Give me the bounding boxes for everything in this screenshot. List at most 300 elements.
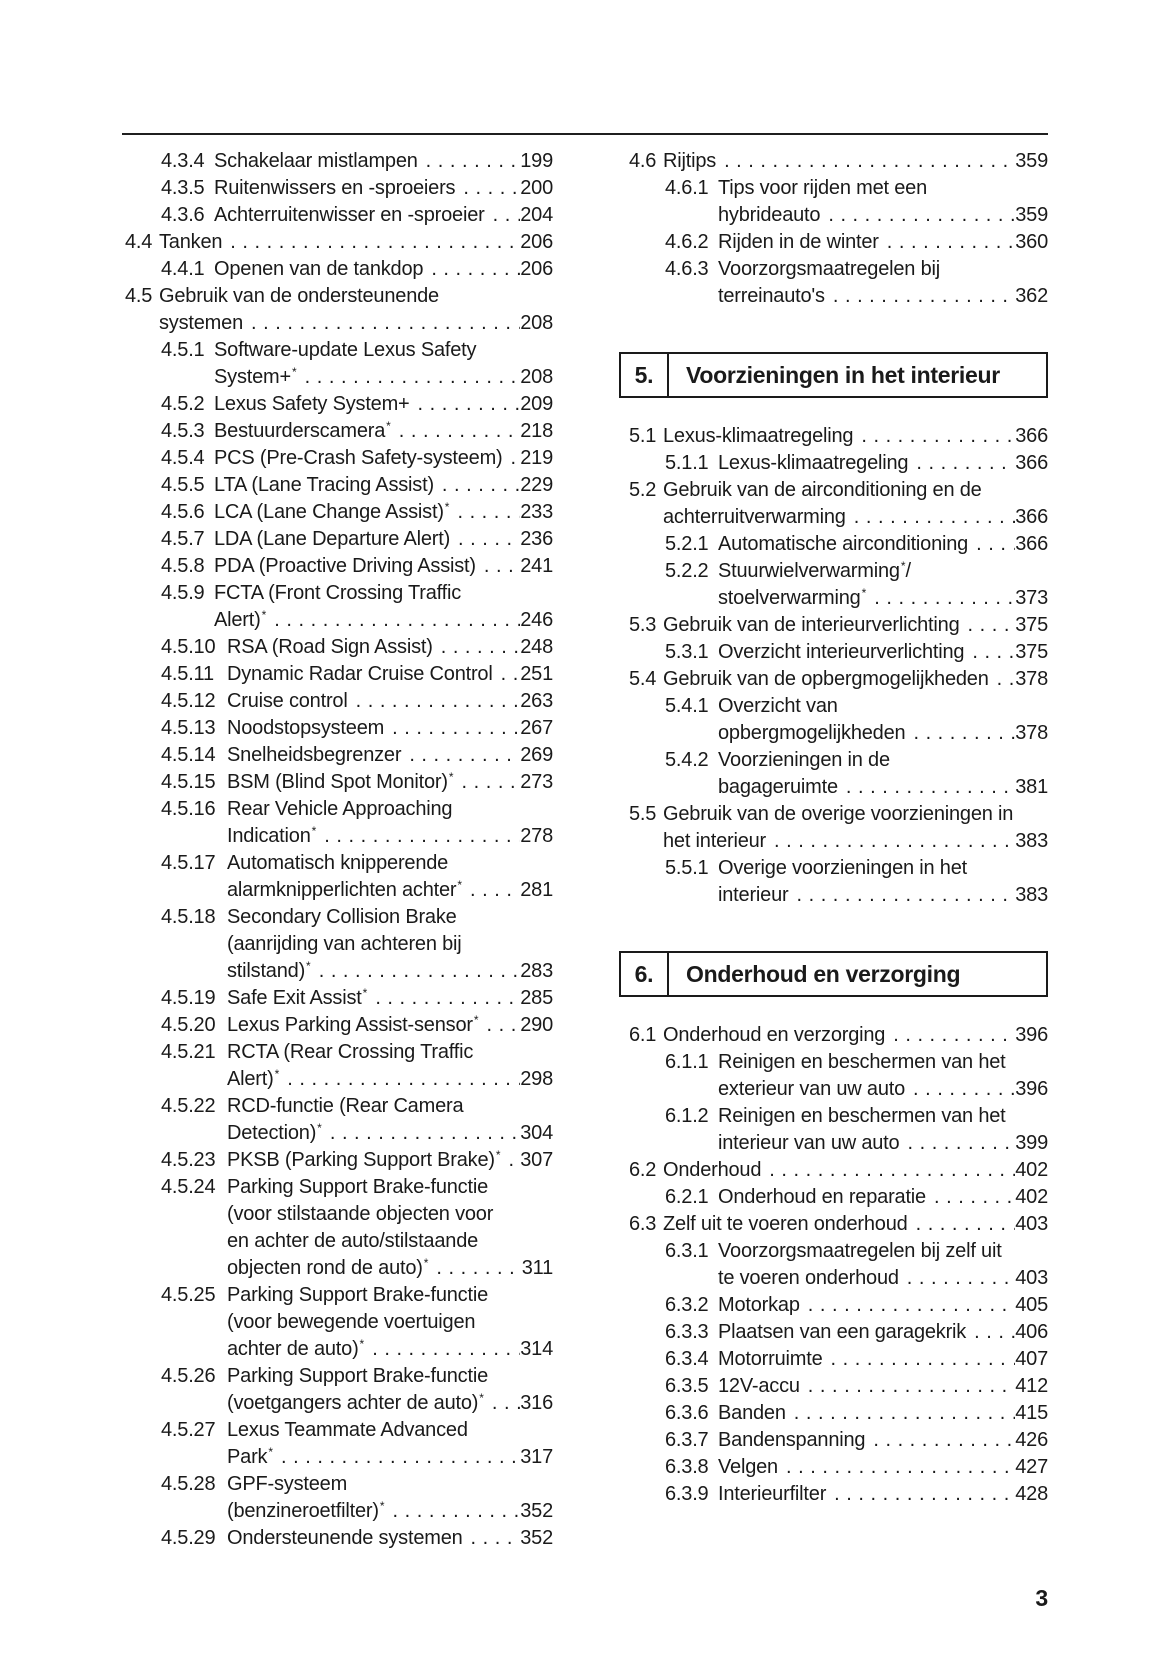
entry-page-number: 405 <box>1015 1294 1048 1316</box>
toc-entry-line <box>629 477 1048 504</box>
toc-entry[interactable] <box>629 1319 1048 1346</box>
entry-number: 5.5.1 <box>665 857 709 879</box>
dot-leader <box>423 256 520 283</box>
toc-entry[interactable] <box>125 229 553 256</box>
asterisk-marker: * <box>457 878 463 892</box>
entry-number: 6.3.2 <box>665 1294 709 1316</box>
toc-entry-line <box>629 747 1048 774</box>
toc-entry[interactable] <box>629 855 1048 909</box>
toc-entry-line <box>629 720 1048 747</box>
dot-leader <box>866 585 1015 612</box>
entry-title-line: (voor bewegende voertuigen <box>227 1311 476 1333</box>
toc-entry-line <box>125 1228 553 1255</box>
toc-entry[interactable] <box>125 850 553 904</box>
entry-title-line: stoelverwarming* <box>718 586 867 609</box>
toc-entry-line <box>125 229 553 256</box>
dot-leader <box>800 1373 1015 1400</box>
asterisk-marker: * <box>274 1067 280 1081</box>
toc-entry[interactable] <box>629 1346 1048 1373</box>
toc-entry[interactable] <box>125 499 553 526</box>
entry-title-line: Schakelaar mistlampen <box>214 150 418 172</box>
entry-page-number: 366 <box>1015 506 1048 528</box>
entry-number: 4.5.22 <box>161 1095 216 1117</box>
toc-entry[interactable] <box>125 472 553 499</box>
dot-leader <box>410 391 521 418</box>
toc-entry[interactable] <box>629 531 1048 558</box>
dot-leader <box>454 769 521 796</box>
entry-title-line: Zelf uit te voeren onderhoud <box>663 1213 908 1235</box>
toc-entry[interactable] <box>125 1363 553 1417</box>
entry-title-line: opbergmogelijkheden <box>718 722 906 744</box>
entry-title-line: Alert)* <box>227 1067 280 1090</box>
toc-entry-line <box>629 1481 1048 1508</box>
toc-entry[interactable] <box>629 477 1048 531</box>
entry-title-line: hybrideauto <box>718 204 821 226</box>
entry-title-line: Voorzieningen in de <box>718 749 890 771</box>
entry-title-line: Detection)* <box>227 1121 322 1144</box>
asterisk-marker: * <box>311 824 317 838</box>
entry-page-number: 304 <box>520 1122 553 1144</box>
entry-page-number: 233 <box>520 501 553 523</box>
toc-entry[interactable] <box>125 1417 553 1471</box>
toc-entry-line <box>629 423 1048 450</box>
toc-entry[interactable] <box>125 283 553 337</box>
dot-leader <box>434 472 520 499</box>
toc-entry[interactable] <box>125 796 553 850</box>
toc-entry-line <box>629 148 1048 175</box>
dot-leader <box>418 148 521 175</box>
entry-number: 4.6 <box>629 150 657 172</box>
dot-leader <box>778 1454 1015 1481</box>
toc-entry[interactable] <box>629 558 1048 612</box>
entry-title-line: Overige voorzieningen in het <box>718 857 967 879</box>
dot-leader <box>322 1120 520 1147</box>
entry-page-number: 317 <box>520 1446 553 1468</box>
entry-page-number: 360 <box>1015 231 1048 253</box>
entry-title-line: Ondersteunende systemen <box>227 1527 463 1549</box>
toc-entry-line <box>125 499 553 526</box>
entry-title-line: Lexus Teammate Advanced <box>227 1419 468 1441</box>
toc-entry[interactable] <box>629 1454 1048 1481</box>
entry-page-number: 375 <box>1015 641 1048 663</box>
entry-page-number: 383 <box>1015 830 1048 852</box>
toc-entry-line <box>125 661 553 688</box>
toc-entry[interactable] <box>125 1093 553 1147</box>
entry-number: 4.5.4 <box>161 447 205 469</box>
toc-entry[interactable] <box>125 769 553 796</box>
toc-entry[interactable] <box>629 256 1048 310</box>
entry-number: 5.1.1 <box>665 452 709 474</box>
entry-page-number: 285 <box>520 987 553 1009</box>
entry-title-line: GPF-systeem <box>227 1473 348 1495</box>
toc-entry-line <box>629 612 1048 639</box>
entry-title-line: Automatisch knipperende <box>227 852 449 874</box>
toc-entry-line <box>629 1319 1048 1346</box>
dot-leader <box>966 1319 1015 1346</box>
entry-number: 4.5.25 <box>161 1284 216 1306</box>
toc-entry-line <box>125 985 553 1012</box>
dot-leader <box>853 423 1015 450</box>
toc-entry-line <box>125 580 553 607</box>
toc-entry[interactable] <box>629 666 1048 693</box>
toc-entry-line <box>125 877 553 904</box>
entry-number: 6.1 <box>629 1024 657 1046</box>
dot-leader <box>786 1400 1015 1427</box>
toc-entry[interactable] <box>629 1157 1048 1184</box>
entry-title-line: Onderhoud <box>663 1159 762 1181</box>
entry-page-number: 209 <box>520 393 553 415</box>
toc-entry[interactable] <box>125 391 553 418</box>
entry-page-number: 208 <box>520 366 553 388</box>
toc-entry-line <box>125 958 553 985</box>
toc-entry-line <box>629 1022 1048 1049</box>
toc-entry[interactable] <box>125 175 553 202</box>
toc-entry[interactable] <box>125 1147 553 1174</box>
section-title: Onderhoud en verzorging <box>686 961 961 987</box>
toc-entry-line <box>125 715 553 742</box>
dot-leader <box>885 1022 1015 1049</box>
entry-page-number: 206 <box>520 231 553 253</box>
entry-title-line: 12V-accu <box>718 1375 800 1397</box>
dot-leader <box>926 1184 1015 1211</box>
entry-number: 6.2 <box>629 1159 657 1181</box>
entry-page-number: 383 <box>1015 884 1048 906</box>
toc-entry[interactable] <box>629 801 1048 855</box>
entry-title-line: Tips voor rijden met een <box>718 177 927 199</box>
toc-entry-line <box>125 1093 553 1120</box>
entry-number: 6.1.1 <box>665 1051 709 1073</box>
footer-page-number: 3 <box>1035 1585 1048 1611</box>
toc-entry[interactable] <box>629 1427 1048 1454</box>
toc-entry[interactable] <box>629 148 1048 175</box>
dot-leader <box>428 1255 521 1282</box>
toc-entry[interactable] <box>629 747 1048 801</box>
entry-title-line: Plaatsen van een garagekrik <box>718 1321 967 1343</box>
asterisk-marker: * <box>317 1121 322 1135</box>
toc-entry[interactable] <box>125 742 553 769</box>
toc-entry-line <box>125 1174 553 1201</box>
toc-entry[interactable] <box>629 612 1048 639</box>
dot-leader <box>364 1336 520 1363</box>
entry-number: 4.5.11 <box>161 663 214 685</box>
toc-entry-line <box>125 283 553 310</box>
dot-leader <box>279 1066 520 1093</box>
dot-leader <box>908 450 1015 477</box>
toc-entry-line <box>629 828 1048 855</box>
dot-leader <box>222 229 520 256</box>
toc-entry[interactable] <box>629 639 1048 666</box>
dot-leader <box>485 202 521 229</box>
dot-leader <box>493 661 521 688</box>
entry-number: 4.3.5 <box>161 177 205 199</box>
entry-number: 6.3.8 <box>665 1456 709 1478</box>
toc-entry[interactable] <box>125 256 553 283</box>
toc-entry-line <box>629 774 1048 801</box>
dot-leader <box>899 1265 1015 1292</box>
entry-page-number: 375 <box>1015 614 1048 636</box>
toc-entry[interactable] <box>125 715 553 742</box>
asterisk-marker: * <box>495 1148 501 1162</box>
entry-title-line: (voetgangers achter de auto)* <box>227 1391 484 1414</box>
asterisk-marker: * <box>268 1445 273 1459</box>
dot-leader <box>449 499 520 526</box>
dot-leader <box>905 1076 1015 1103</box>
entry-title-line: Motorruimte <box>718 1348 823 1370</box>
asterisk-marker: * <box>359 1337 365 1351</box>
entry-number: 5.4.2 <box>665 749 709 771</box>
toc-entry[interactable] <box>629 1238 1048 1292</box>
entry-page-number: 402 <box>1015 1186 1048 1208</box>
entry-page-number: 229 <box>520 474 553 496</box>
toc-entry[interactable] <box>125 445 553 472</box>
entry-number: 5.3.1 <box>665 641 709 663</box>
asterisk-marker: * <box>362 986 368 1000</box>
entry-page-number: 307 <box>520 1149 553 1171</box>
entry-page-number: 366 <box>1015 452 1048 474</box>
toc-entry-line <box>629 666 1048 693</box>
toc-entry-line <box>125 1390 553 1417</box>
entry-number: 6.3.3 <box>665 1321 709 1343</box>
dot-leader <box>297 364 521 391</box>
toc-entry[interactable] <box>629 1373 1048 1400</box>
entry-number: 6.3.9 <box>665 1483 709 1505</box>
entry-title-line: Gebruik van de opbergmogelijkheden <box>663 668 989 690</box>
toc-entry-line <box>125 256 553 283</box>
entry-number: 4.5.15 <box>161 771 216 793</box>
entry-page-number: 263 <box>520 690 553 712</box>
entry-title-line: Onderhoud en reparatie <box>718 1186 926 1208</box>
toc-entry[interactable] <box>125 688 553 715</box>
entry-title-line: Velgen <box>718 1456 778 1478</box>
toc-entry[interactable] <box>125 1039 553 1093</box>
entry-page-number: 281 <box>520 879 553 901</box>
toc-entry-line <box>125 823 553 850</box>
entry-number: 4.5.16 <box>161 798 216 820</box>
entry-title-line: Indication* <box>227 824 317 847</box>
dot-leader <box>826 1481 1015 1508</box>
toc-entry-line <box>125 1444 553 1471</box>
toc-entry[interactable] <box>125 1012 553 1039</box>
entry-number: 4.4 <box>125 231 153 253</box>
toc-entry[interactable] <box>125 634 553 661</box>
asterisk-marker: * <box>479 1391 484 1405</box>
dot-leader <box>908 1211 1016 1238</box>
header-rule <box>122 133 1048 135</box>
entry-number: 4.5.26 <box>161 1365 216 1387</box>
entry-page-number: 246 <box>520 609 553 631</box>
toc-entry-line <box>125 850 553 877</box>
toc-entry-line <box>629 1292 1048 1319</box>
toc-entry[interactable] <box>125 202 553 229</box>
toc-entry-line <box>125 796 553 823</box>
toc-entry[interactable] <box>629 1400 1048 1427</box>
toc-entry[interactable] <box>629 693 1048 747</box>
toc-column-right <box>629 148 1048 1508</box>
entry-number: 4.5.23 <box>161 1149 216 1171</box>
toc-entry-line <box>629 1265 1048 1292</box>
entry-page-number: 415 <box>1015 1402 1048 1424</box>
toc-entry[interactable] <box>629 1211 1048 1238</box>
toc-entry-line <box>125 931 553 958</box>
toc-entry[interactable] <box>629 229 1048 256</box>
entry-title-line: Voorzorgsmaatregelen bij <box>718 258 940 280</box>
toc-entry[interactable] <box>125 985 553 1012</box>
toc-entry[interactable] <box>125 1471 553 1525</box>
entry-title-line: LDA (Lane Departure Alert) <box>214 528 451 550</box>
entry-title-line: bagageruimte <box>718 776 838 798</box>
toc-entry[interactable] <box>629 1103 1048 1157</box>
toc-entry[interactable] <box>125 337 553 391</box>
entry-title-line: interieur <box>718 884 789 906</box>
entry-title-line: (benzineroetfilter)* <box>227 1499 385 1522</box>
entry-title-line: interieur van uw auto <box>718 1132 900 1154</box>
entry-title-line: Park* <box>227 1445 273 1468</box>
entry-page-number: 428 <box>1015 1483 1048 1505</box>
entry-number: 5.2.2 <box>665 560 709 582</box>
dot-leader <box>348 688 521 715</box>
entry-title-line: Rijtips <box>663 150 717 172</box>
entry-title-line: Overzicht interieurverlichting <box>718 641 965 663</box>
toc-entry[interactable] <box>125 1525 553 1552</box>
entry-page-number: 208 <box>520 312 553 334</box>
entry-title-line: FCTA (Front Crossing Traffic <box>214 582 462 604</box>
entry-title-line: Automatische airconditioning <box>718 533 969 555</box>
dot-leader <box>800 1292 1015 1319</box>
entry-number: 4.5.5 <box>161 474 205 496</box>
toc-entry[interactable] <box>125 580 553 634</box>
entry-title-line: (voor stilstaande objecten voor <box>227 1203 494 1225</box>
entry-number: 4.5.18 <box>161 906 216 928</box>
entry-page-number: 426 <box>1015 1429 1048 1451</box>
toc-entry[interactable] <box>125 1174 553 1282</box>
dot-leader <box>761 1157 1015 1184</box>
toc-entry-line <box>125 418 553 445</box>
toc-entry-line <box>629 1076 1048 1103</box>
toc-entry[interactable] <box>125 418 553 445</box>
toc-entry[interactable] <box>629 1022 1048 1049</box>
entry-title-line: Rijden in de winter <box>718 231 879 253</box>
entry-page-number: 200 <box>520 177 553 199</box>
dot-leader <box>476 553 520 580</box>
toc-entry-line <box>629 1400 1048 1427</box>
toc-entry-line <box>629 1103 1048 1130</box>
entry-title-line: Onderhoud en verzorging <box>663 1024 886 1046</box>
toc-entry[interactable] <box>629 175 1048 229</box>
dot-leader <box>391 418 520 445</box>
dot-leader <box>367 985 520 1012</box>
entry-page-number: 399 <box>1015 1132 1048 1154</box>
toc-entry[interactable] <box>125 904 553 985</box>
entry-number: 5.2.1 <box>665 533 709 555</box>
entry-page-number: 236 <box>520 528 553 550</box>
entry-title-line: BSM (Blind Spot Monitor)* <box>227 770 454 793</box>
entry-number: 4.5.7 <box>161 528 205 550</box>
toc-entry[interactable] <box>629 1049 1048 1103</box>
entry-number: 4.5.29 <box>161 1527 216 1549</box>
section-title: Voorzieningen in het interieur <box>686 362 1000 388</box>
entry-page-number: 283 <box>520 960 553 982</box>
toc-entry[interactable] <box>629 1184 1048 1211</box>
toc-entry-line <box>629 1373 1048 1400</box>
toc-entry[interactable] <box>629 450 1048 477</box>
toc-entry[interactable] <box>125 1282 553 1363</box>
entry-title-line: achterruitverwarming <box>663 506 846 528</box>
entry-number: 4.5.27 <box>161 1419 216 1441</box>
entry-page-number: 241 <box>520 555 553 577</box>
toc-entry-line <box>125 1201 553 1228</box>
dot-leader <box>385 1498 521 1525</box>
toc-entry[interactable] <box>125 553 553 580</box>
entry-title-line: terreinauto's <box>718 285 825 307</box>
entry-number: 4.5.28 <box>161 1473 216 1495</box>
entry-page-number: 373 <box>1015 587 1048 609</box>
entry-title-line: Parking Support Brake-functie <box>227 1365 489 1387</box>
dot-leader <box>899 1130 1015 1157</box>
entry-number: 5.3 <box>629 614 657 636</box>
toc-entry-line <box>125 607 553 634</box>
entry-page-number: 407 <box>1015 1348 1048 1370</box>
dot-leader <box>484 1390 520 1417</box>
toc-entry-line <box>629 639 1048 666</box>
entry-page-number: 366 <box>1015 425 1048 447</box>
entry-number: 4.5.17 <box>161 852 216 874</box>
dot-leader <box>433 634 521 661</box>
toc-entry[interactable] <box>125 526 553 553</box>
entry-page-number: 359 <box>1015 204 1048 226</box>
entry-number: 6.3.5 <box>665 1375 709 1397</box>
entry-title-line: LCA (Lane Change Assist)* <box>214 500 450 523</box>
entry-title-line: Overzicht van <box>718 695 838 717</box>
toc-entry-line <box>629 801 1048 828</box>
toc-entry[interactable] <box>125 661 553 688</box>
toc-entry[interactable] <box>125 148 553 175</box>
toc-entry-line <box>629 558 1048 585</box>
toc-entry-line <box>629 1049 1048 1076</box>
dot-leader <box>905 720 1015 747</box>
entry-title-line: PCS (Pre-Crash Safety-systeem) <box>214 447 503 469</box>
toc-entry-line <box>125 769 553 796</box>
asterisk-marker: * <box>386 419 391 433</box>
toc-entry-line <box>125 1039 553 1066</box>
entry-title-line: Reinigen en beschermen van het <box>718 1105 1006 1127</box>
entry-title-line: Tanken <box>159 231 223 253</box>
entry-title-line: achter de auto)* <box>227 1337 365 1360</box>
toc-entry[interactable] <box>629 1481 1048 1508</box>
entry-number: 6.3.7 <box>665 1429 709 1451</box>
dot-leader <box>838 774 1015 801</box>
entry-title-line: en achter de auto/stilstaande <box>227 1230 479 1252</box>
entry-page-number: 206 <box>520 258 553 280</box>
toc-entry-line <box>629 882 1048 909</box>
asterisk-marker: * <box>379 1499 385 1513</box>
dot-leader <box>462 877 520 904</box>
entry-title-line: Gebruik van de interieurverlichting <box>663 614 960 636</box>
entry-page-number: 378 <box>1015 668 1048 690</box>
toc-entry-line <box>125 1336 553 1363</box>
entry-number: 6.3.1 <box>665 1240 709 1262</box>
toc-entry[interactable] <box>629 1292 1048 1319</box>
toc-entry-line <box>629 1184 1048 1211</box>
dot-leader <box>960 612 1016 639</box>
dot-leader <box>788 882 1015 909</box>
toc-entry[interactable] <box>629 423 1048 450</box>
entry-page-number: 378 <box>1015 722 1048 744</box>
dot-leader <box>311 958 521 985</box>
toc-entry-line <box>125 1498 553 1525</box>
entry-page-number: 316 <box>520 1392 553 1414</box>
entry-number: 4.5.1 <box>161 339 205 361</box>
entry-title-line: Lexus-klimaatregeling <box>663 425 854 447</box>
